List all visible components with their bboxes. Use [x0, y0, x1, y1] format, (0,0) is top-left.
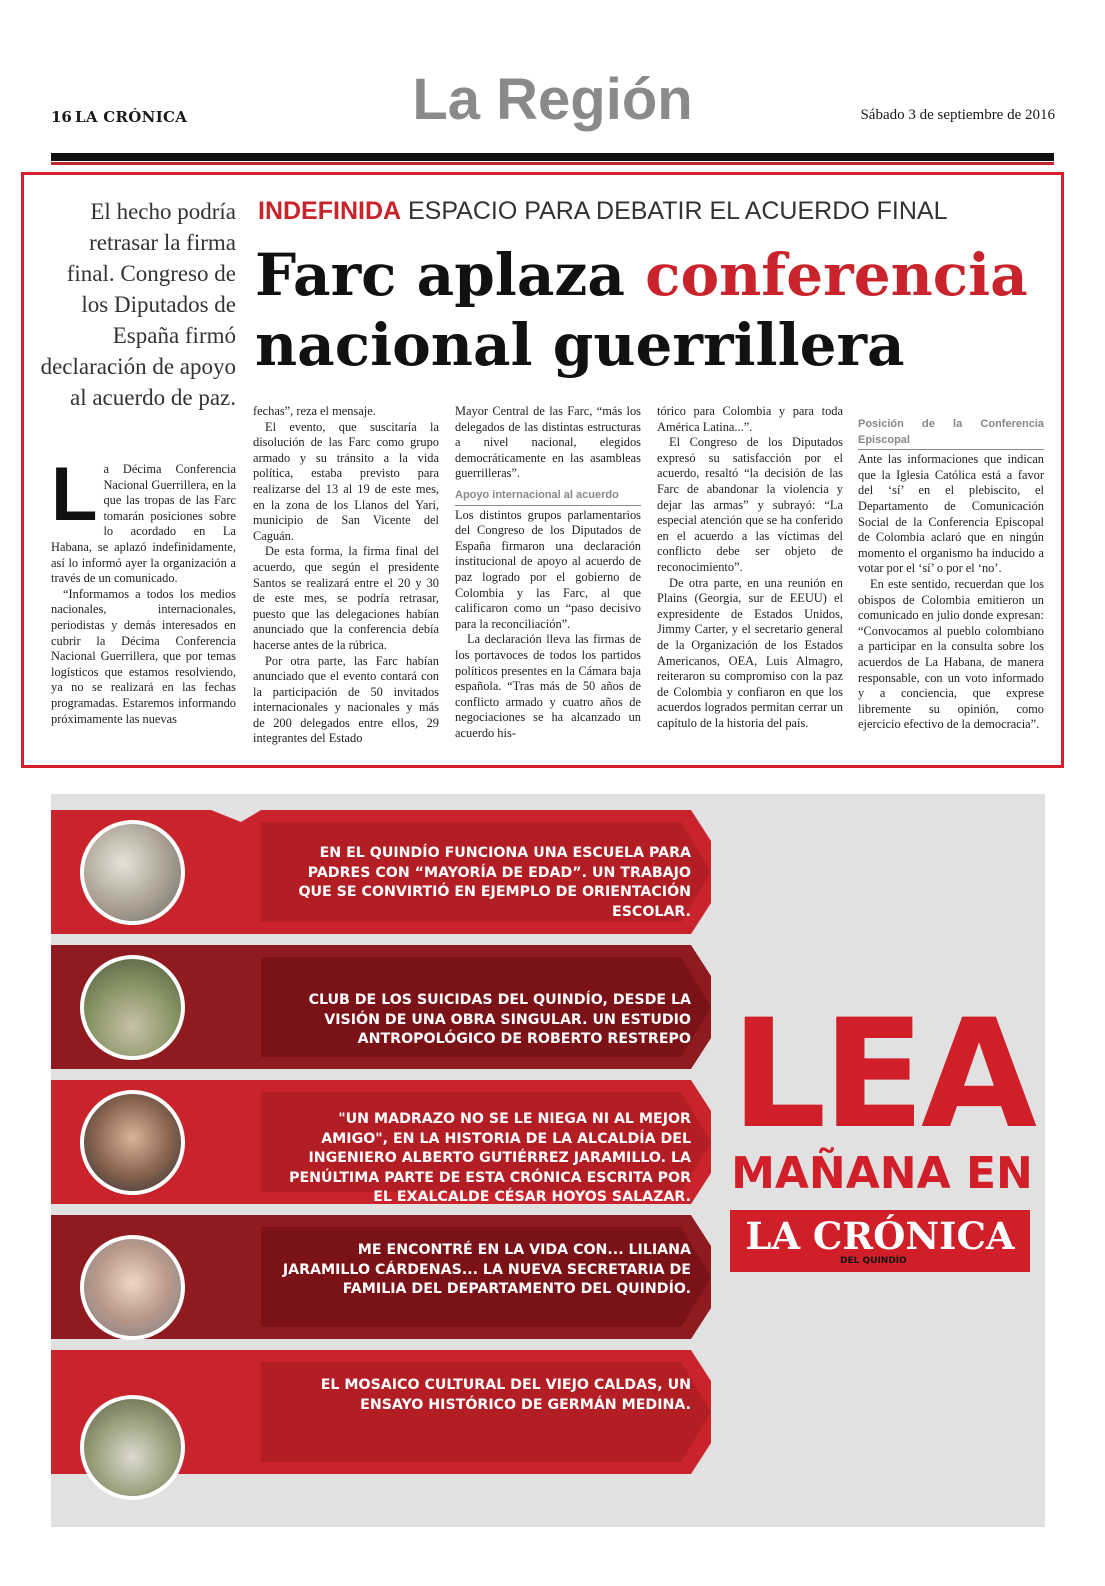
promo-headline-3: "UN MADRAZO NO SE LE NIEGA NI AL MEJOR AMIGO", EN LA HISTORIA DE LA ALCALDÍA DEL INGENIERO ALBERTO GUTIÉRREZ JARAMILLO. LA PENÚLTIMA PARTE DE ESTA CRÓNICA ESCRITA POR EL EXALCALDE CÉSAR HOYOS SALAZAR. [289, 1111, 691, 1206]
promo-headline-4: ME ENCONTRÉ EN LA VIDA CON... LILIANA JARAMILLO CÁRDENAS... LA NUEVA SECRETARIA DE FAMILIA DEL DEPARTAMENTO DEL QUINDÍO. [282, 1242, 691, 1298]
promo-photo-1 [80, 820, 185, 925]
issue-date: Sábado 3 de septiembre de 2016 [860, 107, 1055, 123]
section-title: La Región [412, 67, 693, 132]
promo-headline-5: EL MOSAICO CULTURAL DEL VIEJO CALDAS, UN ENSAYO HISTÓRICO DE GERMÁN MEDINA. [320, 1377, 691, 1413]
masthead-accent-rule [51, 162, 1054, 165]
article-column-5 [858, 417, 1044, 733]
promo-logo-name: LA CRÓNICA [745, 1214, 1015, 1258]
article-column-1 [51, 452, 236, 727]
paragraph: En este sentido, recuerdan que los obispos de Colombia emitieron un comunicado en julio donde expresan: “Convocamos al pueblo colombiano a participar en la consulta sobre los acuerdos de La Habana, de manera responsable, con un voto informado y a conciencia, que exprese libremente su opinión, como ejercicio efectivo de la democracia”. [858, 576, 1044, 732]
paragraph: Ante las informaciones que indican que la Iglesia Católica está a favor del ‘sí’ en el plebiscito, el Departamento de Comunicación Social de la Conferencia Episcopal de Colombia aclaró que en ningún momento el organismo ha inducido a votar por el ‘sí’ o por el ‘no’. [858, 452, 1044, 576]
promo-lea: LEA [730, 988, 1034, 1162]
promo-headline-1: EN EL QUINDÍO FUNCIONA UNA ESCUELA PARA PADRES CON “MAYORÍA DE EDAD”. UN TRABAJO QUE SE CONVIRTIÓ EN EJEMPLO DE ORIENTACIÓN ESCOLAR. [298, 845, 691, 920]
promo-photo-5 [80, 1395, 185, 1500]
paragraph: La declaración lleva las firmas de los portavoces de todos los partidos políticos presentes en la Cámara baja española. “Tras más de 50 años de conflicto armado y cuatro años de negociaciones se ha alcanzado un acuerdo his- [455, 632, 641, 740]
paragraph: Mayor Central de las Farc, “más los delegados de las distintas estructuras a nivel nacional, elegidos democráticamente en las asambleas guerrilleras”. [455, 404, 641, 481]
promo-headline-2: CLUB DE LOS SUICIDAS DEL QUINDÍO, DESDE LA VISIÓN DE UNA OBRA SINGULAR. UN ESTUDIO ANTROPOLÓGICO DE ROBERTO RESTREPO [308, 992, 691, 1048]
promo-photo-2 [80, 955, 185, 1060]
masthead-rule [51, 153, 1054, 161]
paragraph: El Congreso de los Diputados expresó su satisfacción por el acuerdo, resaltó “la decisión de las Farc de abandonar la violencia y dejar las armas” y subrayó: “La especial atención que se ha conferido en el acuerdo a las víctimas del conflicto debe ser objeto de reconocimiento”. [657, 435, 843, 574]
paragraph: De esta forma, la firma final del acuerdo, que según el presidente Santos se realizará entre el 20 y 30 de este mes, se podría retrasar, puesto que las delegaciones habían anunciado que la conferencia debía hacerse antes de la rúbrica. [253, 544, 439, 652]
paper-name: LA CRÓNICA [75, 108, 188, 126]
kicker-text: ESPACIO PARA DEBATIR EL ACUERDO FINAL [401, 197, 948, 225]
paragraph: tórico para Colombia y para toda América Latina...”. [657, 404, 843, 434]
paragraph: a Décima Conferencia Nacional Guerrillera, en la que las tropas de las Farc tomarán posiciones sobre lo acordado en La Habana, se aplazó indefinidamente, así lo informó ayer la organización a través de un comunicado. [51, 462, 236, 586]
kicker-label: INDEFINIDA [258, 197, 402, 225]
paragraph: Los distintos grupos parlamentarios del Congreso de los Diputados de España firmaron una declaración institucional de apoyo al acuerdo de paz logrado por el gobierno de Colombia y las Farc, al que calificaron como un “paso decisivo para la reconciliación”. [455, 507, 641, 631]
sidehead-episcopal-position: Posición de la Conferencia Episcopal [858, 417, 1044, 450]
article-column-4 [657, 404, 843, 731]
sidehead-international-support: Apoyo internacional al acuerdo [455, 488, 641, 506]
article-headline [255, 240, 1055, 380]
article-column-3 [455, 404, 641, 741]
paragraph: “Informamos a todos los medios nacionales, internacionales, periodistas y demás interesados en cubrir la Décima Conferencia Nacional Guerrillera, que por temas logísticos que estamos resolviendo, ya no se realizará en las fechas programadas. Estaremos informando próximamente las nuevas [51, 586, 236, 726]
promo-manana: MAÑANA EN [731, 1148, 1033, 1199]
promo-logo-subtitle: DEL QUINDÍO [840, 1256, 907, 1266]
paragraph: El evento, que suscitaría la disolución de las Farc como grupo armado y su tránsito a la vida política, estaba previsto para realizarse del 13 al 19 de este mes, en la zona de los Llanos del Yari, municipio de San Vicente del Caguán. [253, 419, 439, 543]
promo-photo-3 [80, 1090, 185, 1195]
article-kicker [258, 197, 948, 226]
page-number: 16 [51, 108, 72, 126]
paragraph: fechas”, reza el mensaje. [253, 404, 376, 418]
headline-part-2: conferencia [645, 241, 1028, 309]
paragraph: De otra parte, en una reunión en Plains (Georgia, sur de EEUU) el expresidente de Estados Unidos, Jimmy Carter, y el secretario general de la Organización de los Estados Americanos, OEA, Luis Almagro, reiteraron su compromiso con la paz de Colombia y confiaron en que los acuerdos logrados permitan cerrar un capítulo de la historia del país. [657, 575, 843, 730]
headline-part-1: Farc aplaza [255, 241, 646, 309]
article-subhead: El hecho podría retrasar la firma final. Congreso de los Diputados de España firmó declaración de apoyo al acuerdo de paz. [40, 199, 236, 410]
article-column-2 [253, 404, 439, 747]
promo-photo-4 [80, 1235, 185, 1340]
headline-part-3: nacional guerrillera [255, 311, 905, 379]
drop-cap: L [51, 452, 98, 537]
paragraph: Por otra parte, las Farc habían anunciado que el evento contará con la participación de 50 invitados internacionales y nacionales y más de 200 delegados entre ellos, 29 integrantes del Estado [253, 653, 439, 746]
